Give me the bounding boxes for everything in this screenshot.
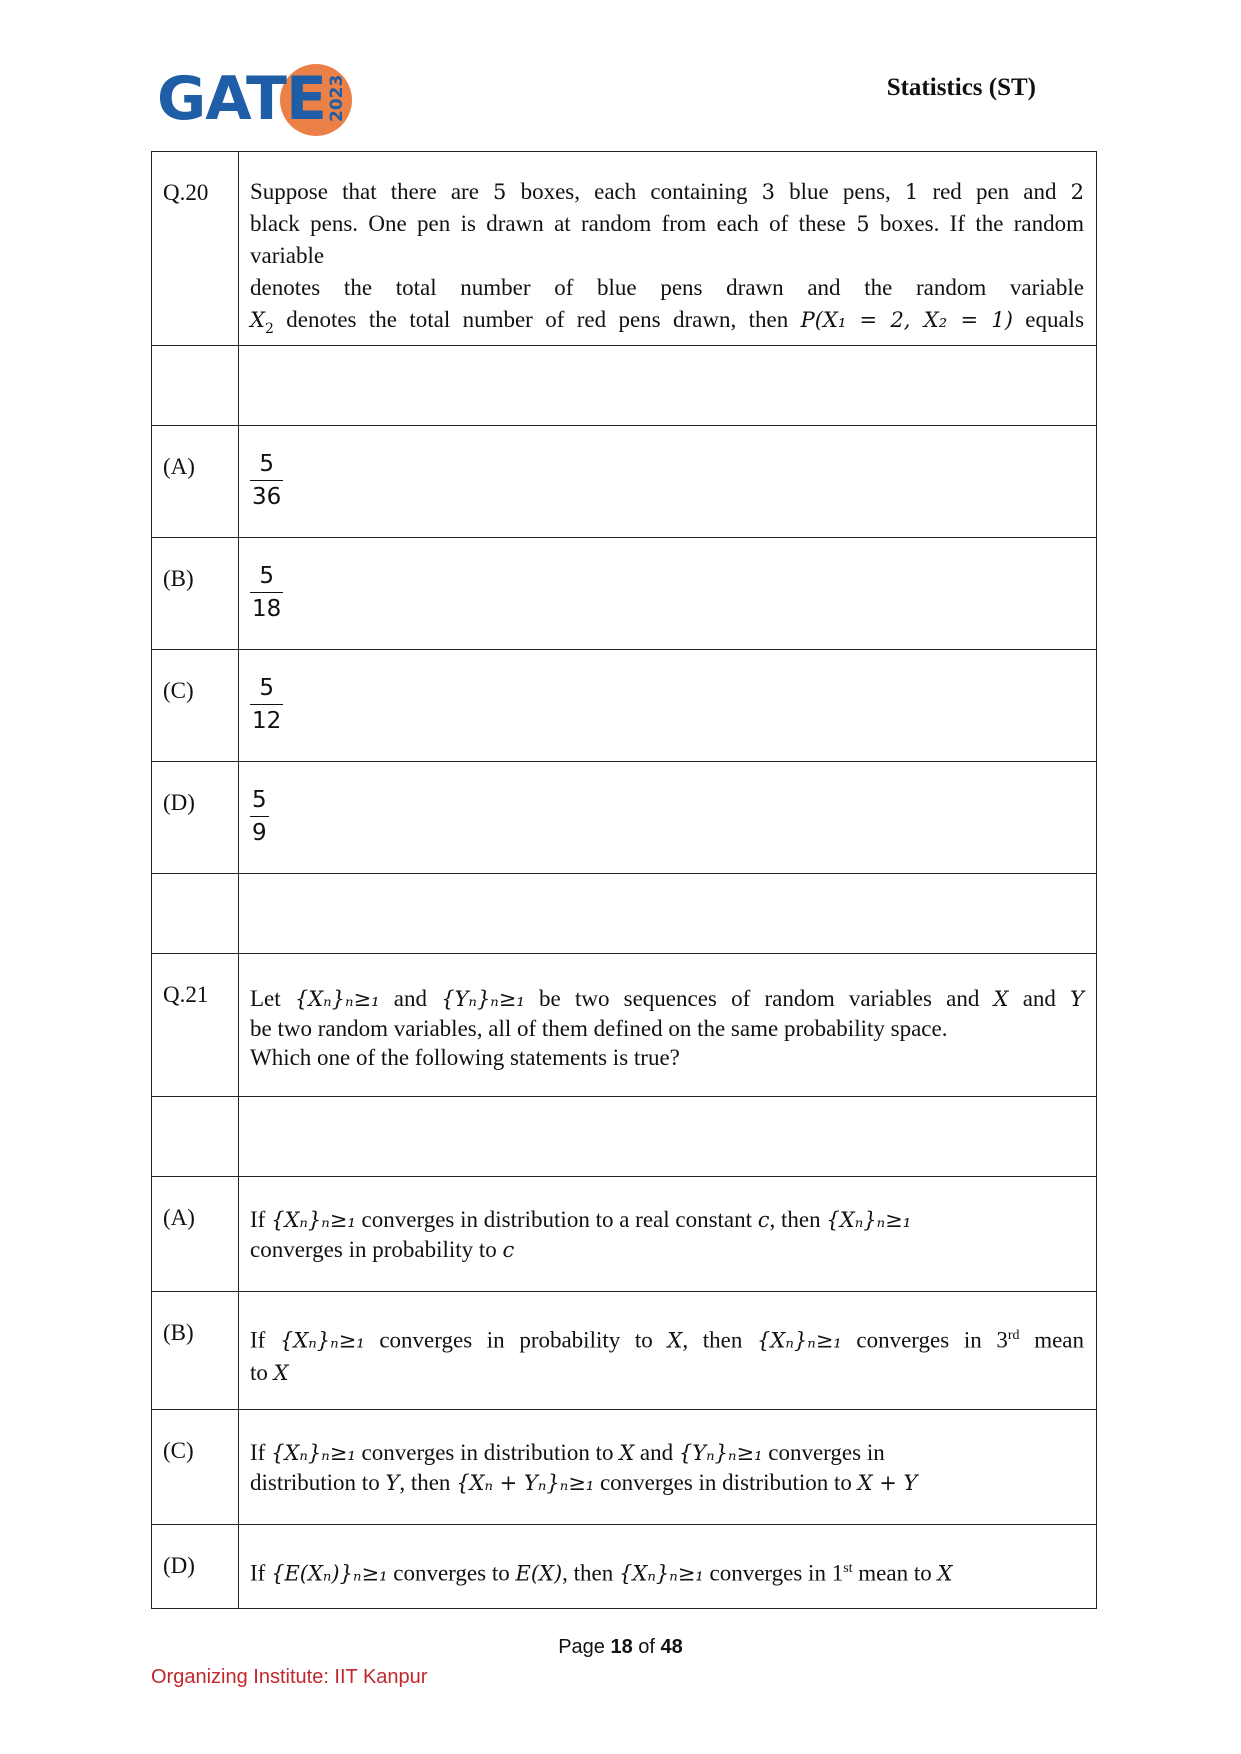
option-label: (B) bbox=[152, 1292, 239, 1410]
option-label: (C) bbox=[152, 1410, 239, 1525]
logo-year: 2023 bbox=[327, 74, 347, 122]
question-line: Let {Xₙ}ₙ≥₁ and {Yₙ}ₙ≥₁ be two sequences of random variables and X and Y bbox=[250, 986, 1084, 1011]
option-value bbox=[239, 426, 1097, 538]
fraction: $\frac{5}{18}$ bbox=[250, 560, 283, 625]
option-label: (D) bbox=[152, 1525, 239, 1609]
option-text: If {E(Xₙ)}ₙ≥₁ converges to E(X), then {Xₙ}ₙ≥₁ converges in 1st mean to X bbox=[239, 1525, 1097, 1609]
fraction: $\frac{5}{9}$ bbox=[250, 784, 269, 849]
option-value bbox=[239, 762, 1097, 874]
question-text bbox=[239, 152, 1097, 346]
question-line: be two random variables, all of them defined on the same probability space. bbox=[250, 1016, 948, 1041]
option-value bbox=[239, 650, 1097, 762]
option-text: If {Xₙ}ₙ≥₁ converges in distribution to a real constant c, then {Xₙ}ₙ≥₁ converges in probability to c bbox=[239, 1177, 1097, 1292]
option-row bbox=[152, 1410, 1097, 1525]
spacer-row bbox=[152, 874, 1097, 954]
logo-text: GATE bbox=[157, 64, 326, 134]
question-row bbox=[152, 152, 1097, 346]
question-line: black pens. One pen is drawn at random from each of these 5 boxes. If the random variable bbox=[250, 211, 1085, 268]
option-text: If {Xₙ}ₙ≥₁ converges in probability to X, then {Xₙ}ₙ≥₁ converges in 3rd mean to X bbox=[239, 1292, 1097, 1410]
question-text bbox=[239, 954, 1097, 1097]
option-value bbox=[239, 538, 1097, 650]
option-label: (A) bbox=[152, 426, 239, 538]
subject-title: Statistics (ST) bbox=[886, 74, 1036, 101]
option-row bbox=[152, 1177, 1097, 1292]
option-row bbox=[152, 1292, 1097, 1410]
question-table bbox=[151, 151, 1097, 1609]
question-number: Q.21 bbox=[152, 954, 239, 1097]
question-row bbox=[152, 954, 1097, 1097]
question-line: Which one of the following statements is true? bbox=[250, 1045, 680, 1070]
fraction: $\frac{5}{12}$ bbox=[250, 672, 283, 737]
option-row bbox=[152, 650, 1097, 762]
page-number: Page 18 of 48 bbox=[558, 1636, 683, 1658]
question-line: denotes the total number of blue pens drawn and the random variable bbox=[250, 275, 1084, 300]
option-label: (C) bbox=[152, 650, 239, 762]
option-label: (D) bbox=[152, 762, 239, 874]
option-row bbox=[152, 762, 1097, 874]
option-label: (B) bbox=[152, 538, 239, 650]
fraction: $\frac{5}{36}$ bbox=[250, 448, 283, 513]
spacer-row bbox=[152, 346, 1097, 426]
question-line: Suppose that there are 5 boxes, each containing 3 blue pens, 1 red pen and 2 bbox=[250, 179, 1085, 204]
organizing-institute: Organizing Institute: IIT Kanpur bbox=[151, 1666, 428, 1688]
question-number: Q.20 bbox=[152, 152, 239, 346]
option-text: If {Xₙ}ₙ≥₁ converges in distribution to X and {Yₙ}ₙ≥₁ converges in distribution to Y, then {Xₙ + Yₙ}ₙ≥₁ converges in distribution to X + Y bbox=[239, 1410, 1097, 1525]
option-row bbox=[152, 1525, 1097, 1609]
spacer-row bbox=[152, 1097, 1097, 1177]
option-row bbox=[152, 426, 1097, 538]
option-row bbox=[152, 538, 1097, 650]
option-label: (A) bbox=[152, 1177, 239, 1292]
gate-logo bbox=[157, 62, 357, 142]
question-line: $X_2$ denotes the total number of red pens drawn, then P(X₁ = 2, X₂ = 1) equals bbox=[250, 307, 1085, 337]
